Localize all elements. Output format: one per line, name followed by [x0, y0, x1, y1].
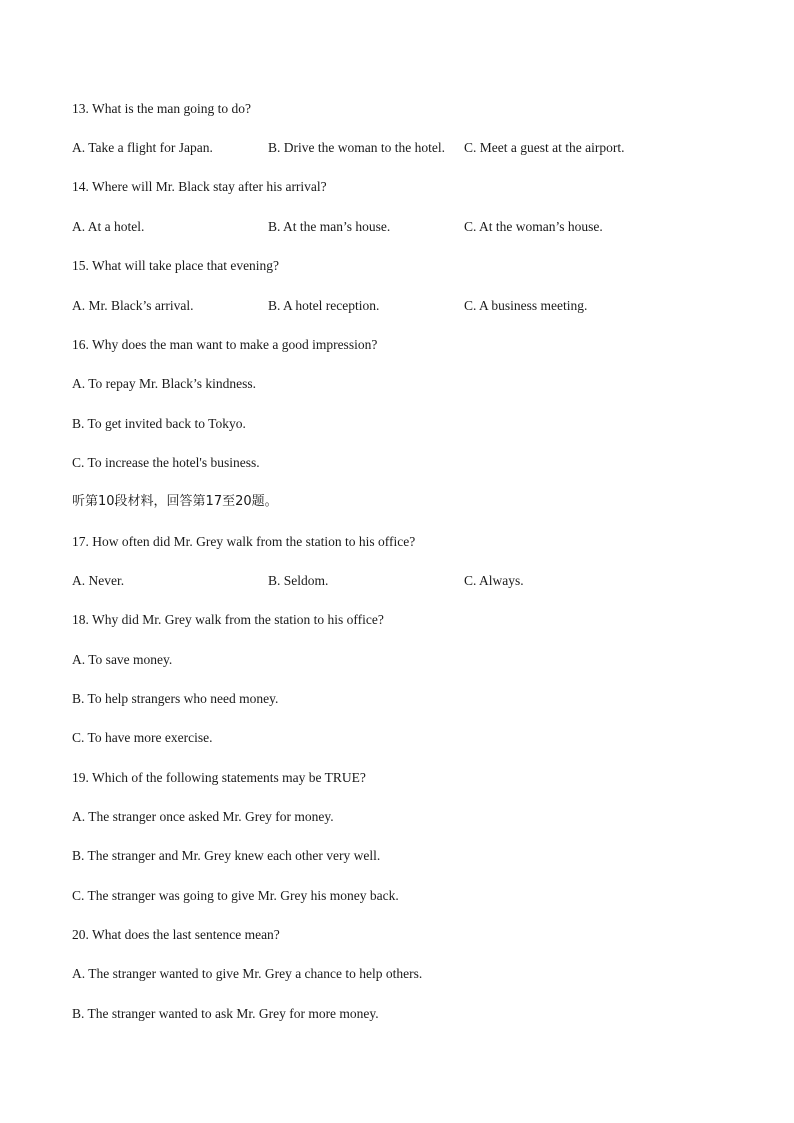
option-a: A. Never.	[72, 573, 125, 588]
question-16-option-b: B. To get invited back to Tokyo.	[72, 416, 246, 431]
option-c: C. At the woman’s house.	[464, 219, 603, 234]
option-b: B. Seldom.	[268, 573, 329, 588]
question-19-option-b: B. The stranger and Mr. Grey knew each other very well.	[72, 848, 381, 863]
option-b: B. Drive the woman to the hotel.	[268, 140, 445, 155]
option-a: A. Mr. Black’s arrival.	[72, 298, 194, 313]
question-18-option-c: C. To have more exercise.	[72, 730, 213, 745]
option-a: A. Take a flight for Japan.	[72, 140, 213, 155]
option-c: C. A business meeting.	[464, 298, 588, 313]
option-b: B. A hotel reception.	[268, 298, 380, 313]
question-19-option-c: C. The stranger was going to give Mr. Grey his money back.	[72, 888, 399, 903]
question-17: 17. How often did Mr. Grey walk from the station to his office?	[72, 534, 416, 549]
question-13: 13. What is the man going to do?	[72, 101, 251, 116]
question-16-option-a: A. To repay Mr. Black’s kindness.	[72, 376, 257, 391]
question-19-option-a: A. The stranger once asked Mr. Grey for money.	[72, 809, 334, 824]
option-c: C. Always.	[464, 573, 524, 588]
question-20: 20. What does the last sentence mean?	[72, 927, 280, 942]
question-16: 16. Why does the man want to make a good impression?	[72, 337, 378, 352]
question-19: 19. Which of the following statements may be TRUE?	[72, 770, 366, 785]
question-15: 15. What will take place that evening?	[72, 258, 280, 273]
question-14: 14. Where will Mr. Black stay after his arrival?	[72, 179, 327, 194]
section-heading: 听第10段材料，回答第17至20题。	[72, 494, 278, 509]
question-16-option-c: C. To increase the hotel's business.	[72, 455, 260, 470]
option-c: C. Meet a guest at the airport.	[464, 140, 625, 155]
question-20-option-a: A. The stranger wanted to give Mr. Grey a chance to help others.	[72, 966, 423, 981]
option-b: B. At the man’s house.	[268, 219, 391, 234]
option-a: A. At a hotel.	[72, 219, 145, 234]
question-18-option-a: A. To save money.	[72, 652, 173, 667]
question-20-option-b: B. The stranger wanted to ask Mr. Grey for more money.	[72, 1006, 379, 1021]
question-18: 18. Why did Mr. Grey walk from the station to his office?	[72, 612, 384, 627]
question-18-option-b: B. To help strangers who need money.	[72, 691, 279, 706]
